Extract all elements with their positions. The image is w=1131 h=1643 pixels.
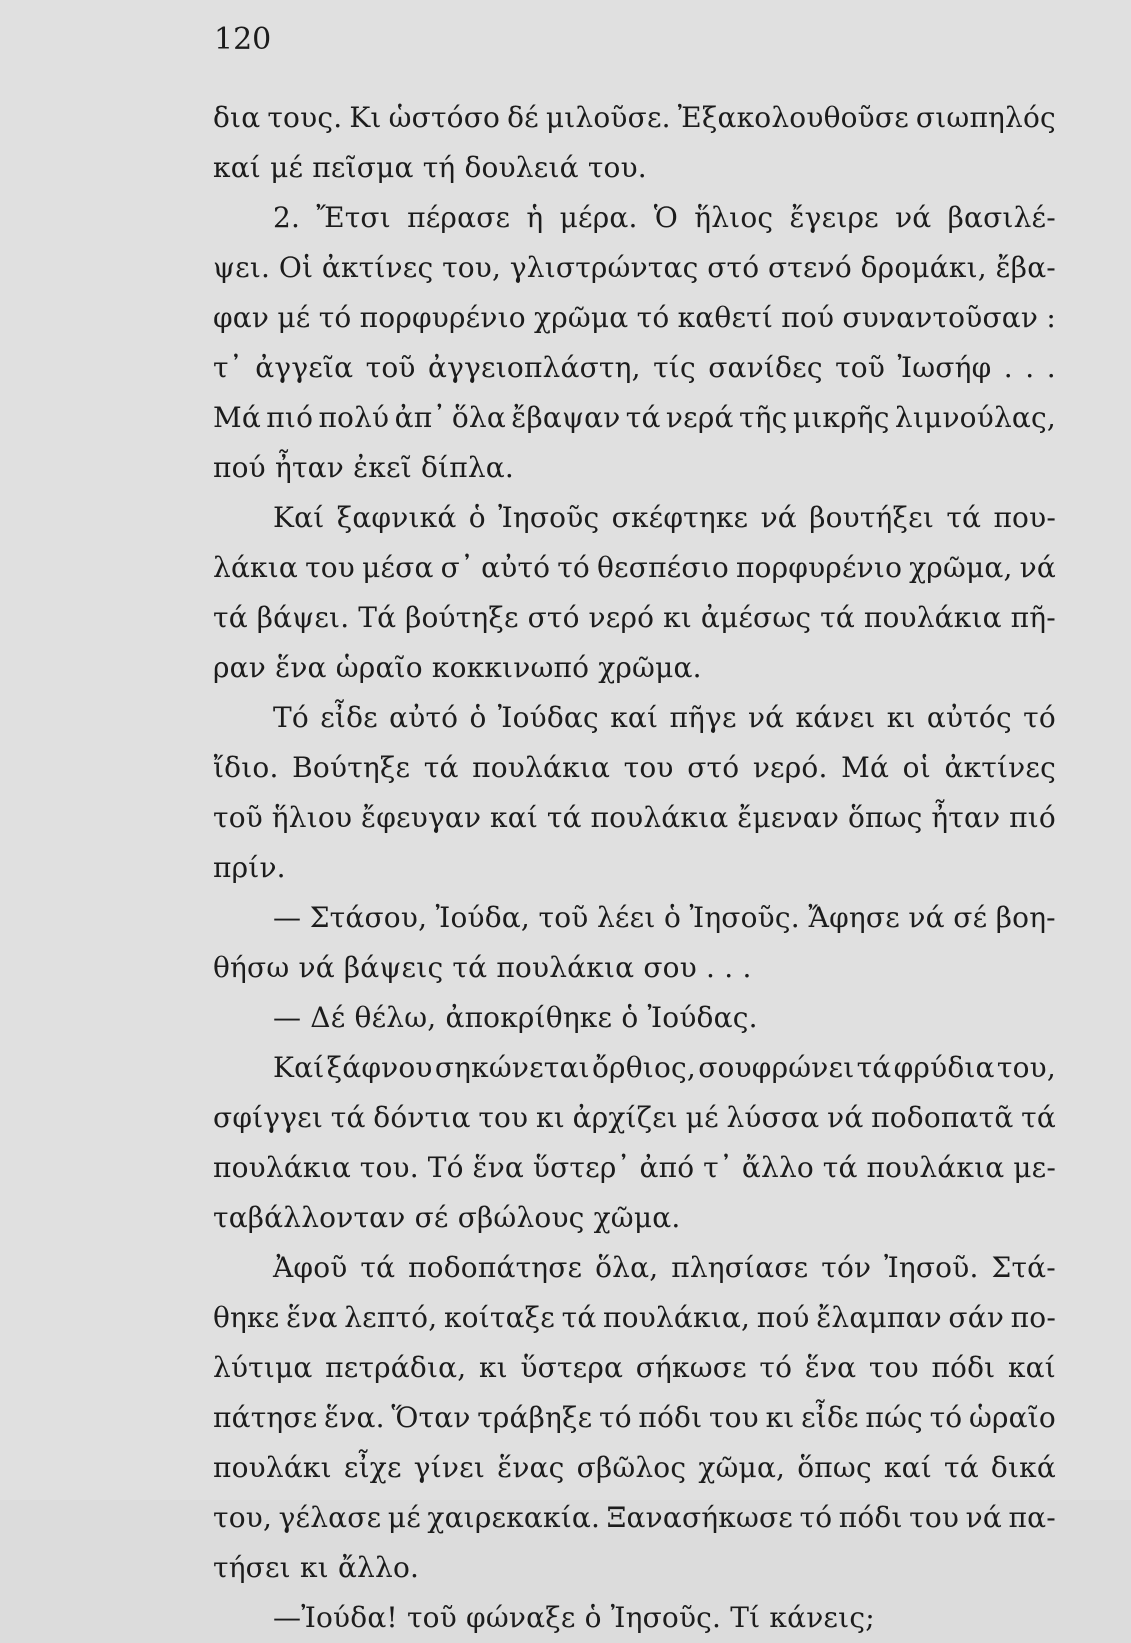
text-line: πάτησε ἕνα. Ὅταν τράβηξε τό πόδι του κι εἶδε πώς τό ὡραῖο [213, 1401, 1056, 1434]
text-line: σφίγγει τά δόντια του κι ἀρχίζει μέ λύσσα νά ποδοπατᾶ τά [213, 1101, 1056, 1134]
text-line: Ἀφοῦ τά ποδοπάτησε ὅλα, πλησίασε τόν Ἰησοῦ. Στά- [273, 1251, 1056, 1284]
text-line: ταβάλλονταν σέ σβώλους χῶμα. [213, 1201, 681, 1234]
text-line: τοῦ ἥλιου ἔφευγαν καί τά πουλάκια ἔμεναν ὅπως ἦταν πιό [213, 801, 1056, 834]
text-line: δια τους. Κι ὡστόσο δέ μιλοῦσε. Ἐξακολουθοῦσε σιωπηλός [213, 101, 1056, 134]
text-line: τ᾽ ἀγγεῖα τοῦ ἀγγειοπλάστη, τίς σανίδες τοῦ Ἰωσήφ . . . [213, 351, 1056, 384]
text-line: — Δέ θέλω, ἀποκρίθηκε ὁ Ἰούδας. [273, 1001, 758, 1034]
text-line: — Στάσου, Ἰούδα, τοῦ λέει ὁ Ἰησοῦς. Ἄφησε νά σέ βοη- [273, 901, 1056, 934]
text-line: τά βάψει. Τά βούτηξε στό νερό κι ἀμέσως τά πουλάκια πῆ- [213, 601, 1056, 634]
text-line: καί μέ πεῖσμα τή δουλειά του. [213, 151, 647, 184]
text-line: φαν μέ τό πορφυρένιο χρῶμα τό καθετί πού συναντοῦσαν : [213, 301, 1056, 334]
text-line: του, γέλασε μέ χαιρεκακία. Ξανασήκωσε τό πόδι του νά πα- [213, 1501, 1056, 1534]
text-line: θηκε ἕνα λεπτό, κοίταξε τά πουλάκια, πού ἔλαμπαν σάν πο- [213, 1301, 1056, 1334]
text-line: Καί ξάφνου σηκώνεται ὄρθιος, σουφρώνει τά φρύδια του, [273, 1051, 1056, 1084]
text-line: ψει. Οἱ ἀκτίνες του, γλιστρώντας στό στενό δρομάκι, ἔβα- [213, 251, 1056, 284]
text-line: —Ἰούδα! τοῦ φώναξε ὁ Ἰησοῦς. Τί κάνεις; [273, 1601, 875, 1634]
text-line: Καί ξαφνικά ὁ Ἰησοῦς σκέφτηκε νά βουτήξει τά που- [273, 501, 1056, 534]
text-line: τήσει κι ἄλλο. [213, 1551, 420, 1584]
text-line: 2. Ἔτσι πέρασε ἡ μέρα. Ὁ ἥλιος ἔγειρε νά βασιλέ- [273, 201, 1056, 234]
text-line: λάκια του μέσα σ᾽ αὐτό τό θεσπέσιο πορφυρένιο χρῶμα, νά [213, 551, 1056, 584]
text-line: πουλάκια του. Τό ἕνα ὕστερ᾽ ἀπό τ᾽ ἄλλο τά πουλάκια με- [213, 1151, 1056, 1184]
text-line: πρίν. [213, 851, 286, 884]
text-line: ἴδιο. Βούτηξε τά πουλάκια του στό νερό. Μά οἱ ἀκτίνες [213, 751, 1056, 784]
text-line: Τό εἶδε αὐτό ὁ Ἰούδας καί πῆγε νά κάνει κι αὐτός τό [273, 701, 1056, 734]
text-line: λύτιμα πετράδια, κι ὕστερα σήκωσε τό ἕνα του πόδι καί [213, 1351, 1056, 1384]
text-line: πουλάκι εἶχε γίνει ἕνας σβῶλος χῶμα, ὅπως καί τά δικά [213, 1451, 1056, 1484]
body-text [213, 93, 1056, 1643]
text-line: Μά πιό πολύ ἀπ᾽ ὅλα ἔβαψαν τά νερά τῆς μικρῆς λιμνούλας, [213, 401, 1056, 434]
text-line: θήσω νά βάψεις τά πουλάκια σου . . . [213, 951, 752, 984]
text-line: ραν ἕνα ὡραῖο κοκκινωπό χρῶμα. [213, 651, 702, 684]
page-number: 120 [214, 22, 272, 57]
text-line: πού ἦταν ἐκεῖ δίπλα. [213, 451, 514, 484]
